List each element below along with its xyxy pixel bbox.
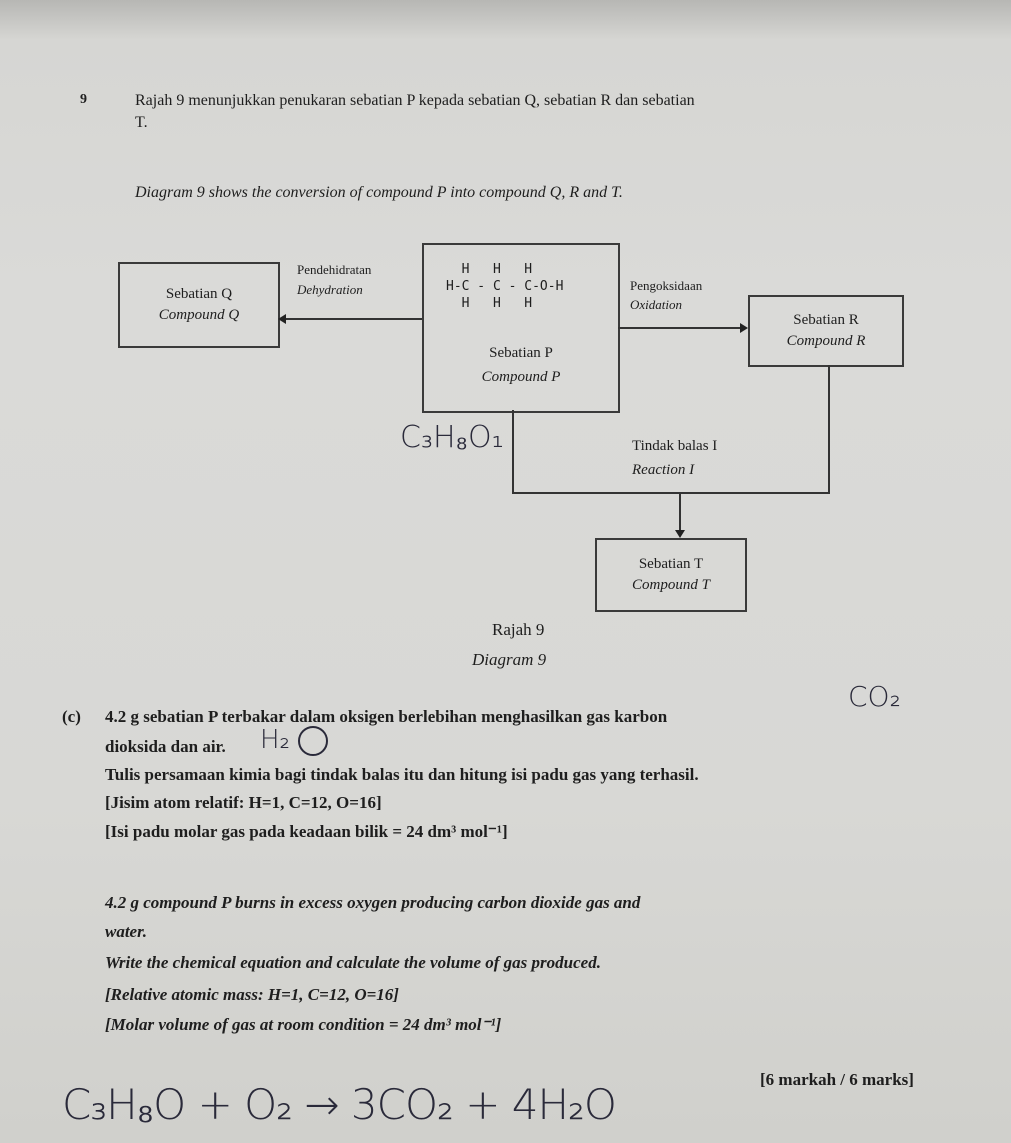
part-c-ms-line-4: [Jisim atom relatif: H=1, C=12, O=16]: [105, 793, 382, 812]
compound-q-en: Compound Q: [158, 307, 240, 323]
compound-r-en: Compound R: [786, 333, 866, 349]
compound-t-en: Compound T: [632, 577, 710, 593]
oxidation-arrow-line: [618, 327, 740, 329]
oxidation-arrowhead: [740, 323, 748, 333]
marks-label: [6 markah / 6 marks]: [760, 1070, 914, 1089]
part-c-en-line-3: Write the chemical equation and calculate the volume of gas produced.: [105, 953, 601, 972]
oxidation-label-ms: Pengoksidaan: [630, 278, 703, 293]
compound-q-ms: Sebatian Q: [165, 286, 233, 302]
dehydration-label-ms: Pendehidratan: [297, 262, 372, 277]
intro-ms-line-1: Rajah 9 menunjukkan penukaran sebatian P kepada sebatian Q, sebatian R dan sebatian: [135, 92, 695, 109]
part-c-en-line-2: water.: [105, 922, 148, 941]
reaction-arrowhead: [675, 530, 685, 538]
diagram-caption-en: Diagram 9: [472, 650, 547, 669]
question-number: 9: [80, 92, 87, 107]
reaction-label-ms: Tindak balas I: [632, 438, 718, 454]
compound-r-ms: Sebatian R: [793, 312, 859, 328]
part-c-ms-line-2: dioksida dan air.: [105, 737, 226, 756]
compound-r-box: [748, 295, 904, 367]
handwritten-circle: [298, 726, 328, 756]
part-c-label: (c): [62, 707, 81, 726]
reaction-label-en: Reaction I: [632, 462, 695, 478]
diagram-caption-ms: Rajah 9: [492, 620, 545, 639]
part-c-en-line-4: [Relative atomic mass: H=1, C=12, O=16]: [105, 985, 399, 1004]
part-c-ms-line-3: Tulis persamaan kimia bagi tindak balas itu dan hitung isi padu gas yang terhasil.: [105, 765, 699, 784]
handwritten-h2-text: H₂: [260, 725, 290, 755]
intro-ms-line-2: T.: [135, 114, 148, 131]
reaction-line-down: [512, 410, 514, 494]
compound-t-ms: Sebatian T: [638, 556, 704, 572]
handwritten-formula-p: C₃H₈O₁: [400, 420, 504, 455]
structure-line-2: H-C - C - C-O-H: [446, 279, 564, 294]
oxidation-label-en: Oxidation: [630, 297, 682, 312]
reaction-line-horizontal: [512, 492, 830, 494]
compound-p-box: [422, 243, 620, 413]
structural-formula-p: [446, 261, 563, 312]
compound-q-box: [118, 262, 280, 348]
structure-line-3: H H H: [446, 296, 533, 311]
compound-p-ms: Sebatian P: [489, 345, 553, 361]
structure-line-1: H H H: [446, 262, 533, 277]
part-c-en-line-1: 4.2 g compound P burns in excess oxygen producing carbon dioxide gas and: [105, 893, 641, 912]
dehydration-arrow-line: [286, 318, 422, 320]
part-c-ms-line-5: [Isi padu molar gas pada keadaan bilik = 24 dm³ mol⁻¹]: [105, 822, 508, 841]
compound-t-box: [595, 538, 747, 612]
dehydration-arrowhead: [278, 314, 286, 324]
reaction-arrow-line: [679, 494, 681, 530]
dehydration-label-en: Dehydration: [297, 282, 363, 297]
handwritten-h2: [260, 725, 328, 756]
compound-p-en: Compound P: [481, 369, 561, 385]
handwritten-equation: C₃H₈O + O₂ → 3CO₂ + 4H₂O: [62, 1080, 616, 1129]
reaction-line-up: [828, 365, 830, 494]
part-c-en-line-5: [Molar volume of gas at room condition = 24 dm³ mol⁻¹]: [105, 1015, 502, 1034]
handwritten-co2: CO₂: [848, 680, 901, 713]
intro-en: Diagram 9 shows the conversion of compound P into compound Q, R and T.: [135, 184, 623, 201]
part-c-ms-line-1: 4.2 g sebatian P terbakar dalam oksigen berlebihan menghasilkan gas karbon: [105, 707, 668, 726]
